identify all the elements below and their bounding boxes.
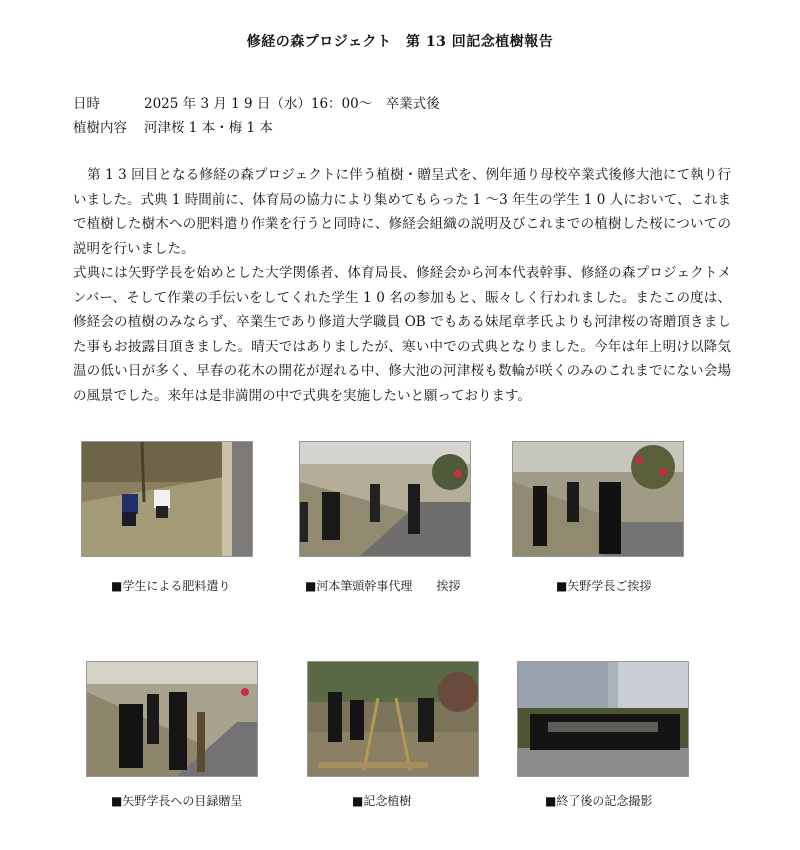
photo-planting — [307, 661, 479, 777]
photo-presentation — [86, 661, 258, 777]
date-label: 日時 — [73, 96, 100, 112]
planting-value: 河津桜 1 本・梅 1 本 — [144, 120, 273, 136]
photo-caption-2: ■河本筆頭幹事代理 挨拶 — [305, 579, 461, 593]
photo-group — [517, 661, 689, 777]
paragraph-2: 式典には矢野学長を始めとした大学関係者、体育局長、修経会から河本代表幹事、修経の森プロジェクトメンバー、そして作業の手伝いをしてくれた学生 1 0 名の参加もと、賑々しく行われました。またこの度は、修経会の植樹のみならず、卒業生であり修道大学職員 OB でもある妹尾章孝氏よりも河津桜の寄贈頂きました事もお披露目頂きました。晴天ではありましたが、寒い中での式典となりました。今年は年上明け以降気温の低い日が多く、早春の花木の開花が遅れる中、修大池の河津桜も数輪が咲くのみのこれまでにない会場の風景でした。来年は是非満開の中で式典を実施したいと願っております。 — [73, 265, 731, 404]
date-value: 2025 年 3 月 1 9 日（水）16：00～ 卒業式後 — [144, 96, 440, 112]
photo-caption-5: ■記念植樹 — [352, 794, 412, 808]
paragraph-1: 第 1 3 回目となる修経の森プロジェクトに伴う植樹・贈呈式を、例年通り母校卒業式後修大池にて執り行いました。式典 1 時間前に、体育局の協力により集めてもらった 1 ～3 年生の学生 1 0 人において、これまで植樹した樹木への肥料遣り作業を行うと同時に、修経会組織の説明及びこれまでの植樹した桜についての説明を行いました。 — [73, 167, 731, 257]
planting-label: 植樹内容 — [73, 120, 127, 136]
photo-caption-4: ■矢野学長への目録贈呈 — [111, 794, 243, 808]
photo-speech-yano — [512, 441, 684, 557]
photo-caption-3: ■矢野学長ご挨拶 — [556, 579, 652, 593]
planting-row — [73, 116, 273, 136]
photo-fertilizing — [81, 441, 253, 557]
page-title: 修経の森プロジェクト 第 13 回記念植樹報告 — [246, 34, 554, 50]
photo-caption-6: ■終了後の記念撮影 — [545, 794, 653, 808]
report-body — [73, 163, 731, 408]
photo-caption-1: ■学生による肥料遣り — [111, 579, 231, 593]
date-row — [73, 92, 440, 112]
photo-speech-kawamoto — [299, 441, 471, 557]
